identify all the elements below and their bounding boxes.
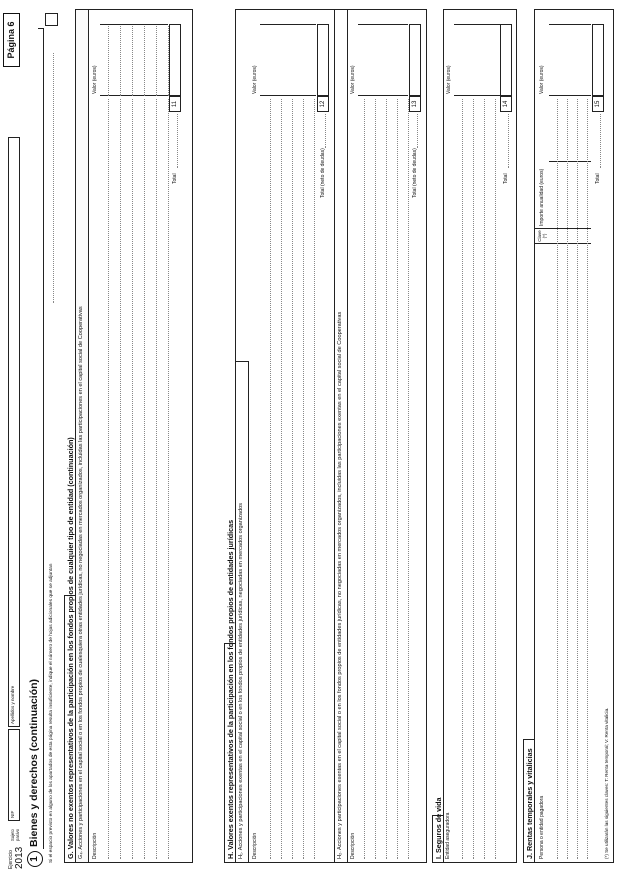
g4-header — [76, 10, 89, 862]
nif-field[interactable] — [8, 729, 20, 821]
sujeto-label: Sujeto pasivo — [10, 828, 20, 841]
j-value-label: Valor (euros) — [539, 65, 545, 94]
h2-title: H₂. Acciones y participaciones exentas en el capital social o en los fondos propios de entidades jurídicas, no negociadas en mercados organizados, incluidas las participaciones exentas en el capital social de Cooperativas — [337, 311, 343, 859]
h2-total-leader — [417, 114, 418, 148]
h2-rows[interactable] — [364, 99, 419, 859]
h1-title: H₁. Acciones y participaciones exentas en el capital social o en los fondos propios de entidades jurídicas, negociadas en mercados organizados — [238, 502, 244, 859]
section-title: Bienes y derechos (continuación) — [28, 678, 40, 847]
g4-desc-label: Descripción — [92, 832, 98, 859]
page-number: Página 6 — [3, 13, 20, 67]
section-j-title: J. Rentas temporales y vitalicias — [525, 748, 534, 859]
h1-total-box-number: 12 — [317, 96, 329, 112]
i-value-label: Valor (euros) — [446, 65, 452, 94]
h1-value-column[interactable] — [260, 24, 316, 96]
i-total-field[interactable] — [500, 24, 512, 96]
j-importe-label: Importe anualidad (euros) — [539, 168, 545, 226]
j-total-label: Total — [595, 173, 601, 184]
additional-sheets-note: Si el espacio previsto en alguno de los apartados de esta página resulta insuficiente, indique el número de hojas adicionales que se adjuntan — [49, 563, 54, 863]
j-total-field[interactable] — [592, 24, 604, 96]
i-total-box-number: 14 — [500, 96, 512, 112]
h1-desc-label: Descripción — [252, 832, 258, 859]
g4-total-box-number: 11 — [169, 96, 181, 112]
g4-title: G₄. Acciones y participaciones en el capital social o en los fondos propios de cualesquiera otras entidades jurídicas, no negociadas en mercados organizados, incluidas las participaciones en el capital social de Cooperativas — [78, 306, 84, 859]
h1-header — [236, 361, 249, 862]
nif-label: NIF — [10, 810, 15, 818]
section-g-title: G. Valores no exentos representativos de la participación en los fondos propios de cualquier tipo de entidad (continuación) — [66, 437, 75, 859]
ejercicio-label: Ejercicio — [8, 850, 14, 869]
ejercicio-value: 2013 — [14, 846, 25, 869]
g4-value-label: Valor (euros) — [92, 65, 98, 94]
h2-desc-label: Descripción — [350, 832, 356, 859]
j-total-leader — [600, 114, 601, 168]
j-value-column[interactable] — [549, 24, 591, 96]
divider-tick — [38, 28, 44, 29]
section-divider — [43, 29, 44, 849]
section-g — [75, 9, 193, 863]
section-h-title: H. Valores exentos representativos de la participación en los fondos propios de entidades jurídicas — [226, 519, 235, 859]
apellidos-field[interactable] — [8, 137, 20, 727]
j-total-box-number: 15 — [592, 96, 604, 112]
section-h — [235, 9, 427, 863]
j-rows[interactable] — [557, 99, 597, 859]
i-entidad-label: Entidad aseguradora — [445, 812, 451, 859]
h1-total-label: Total (neto de deudas) — [320, 148, 326, 198]
h1-total-leader — [325, 114, 326, 148]
g4-total-label: Total — [172, 173, 178, 184]
section-i-title: I. Seguros de vida — [434, 797, 443, 859]
i-total-label: Total — [503, 173, 509, 184]
g4-total-leader — [177, 114, 178, 168]
i-value-column[interactable] — [454, 24, 500, 96]
i-total-leader — [508, 114, 509, 168]
j-persona-label: Persona o entidad pagadora — [539, 795, 545, 859]
h1-rows[interactable] — [270, 99, 325, 859]
g4-total-field[interactable] — [169, 24, 181, 96]
section-j — [534, 9, 614, 863]
h2-total-field[interactable] — [409, 24, 421, 96]
h2-header — [334, 10, 348, 862]
h2-value-column[interactable] — [358, 24, 408, 96]
h2-total-box-number: 13 — [409, 96, 421, 112]
section-i — [443, 9, 517, 863]
g4-rows[interactable] — [108, 99, 180, 859]
apellidos-label: Apellidos y nombre — [10, 685, 15, 724]
h1-value-label: Valor (euros) — [252, 65, 258, 94]
j-footnote: (*) Se utilizarán las siguientes claves: T: Renta temporal; V: Renta vitalicia. — [604, 707, 609, 859]
h2-value-label: Valor (euros) — [350, 65, 356, 94]
section-number-badge: 1 — [27, 851, 43, 867]
j-clave-header: Clave (*) — [535, 228, 555, 244]
additional-sheets-box[interactable] — [45, 13, 58, 26]
h1-total-field[interactable] — [317, 24, 329, 96]
note-leader — [53, 53, 54, 303]
h2-total-label: Total (neto de deudas) — [412, 148, 418, 198]
i-rows[interactable] — [462, 99, 506, 859]
